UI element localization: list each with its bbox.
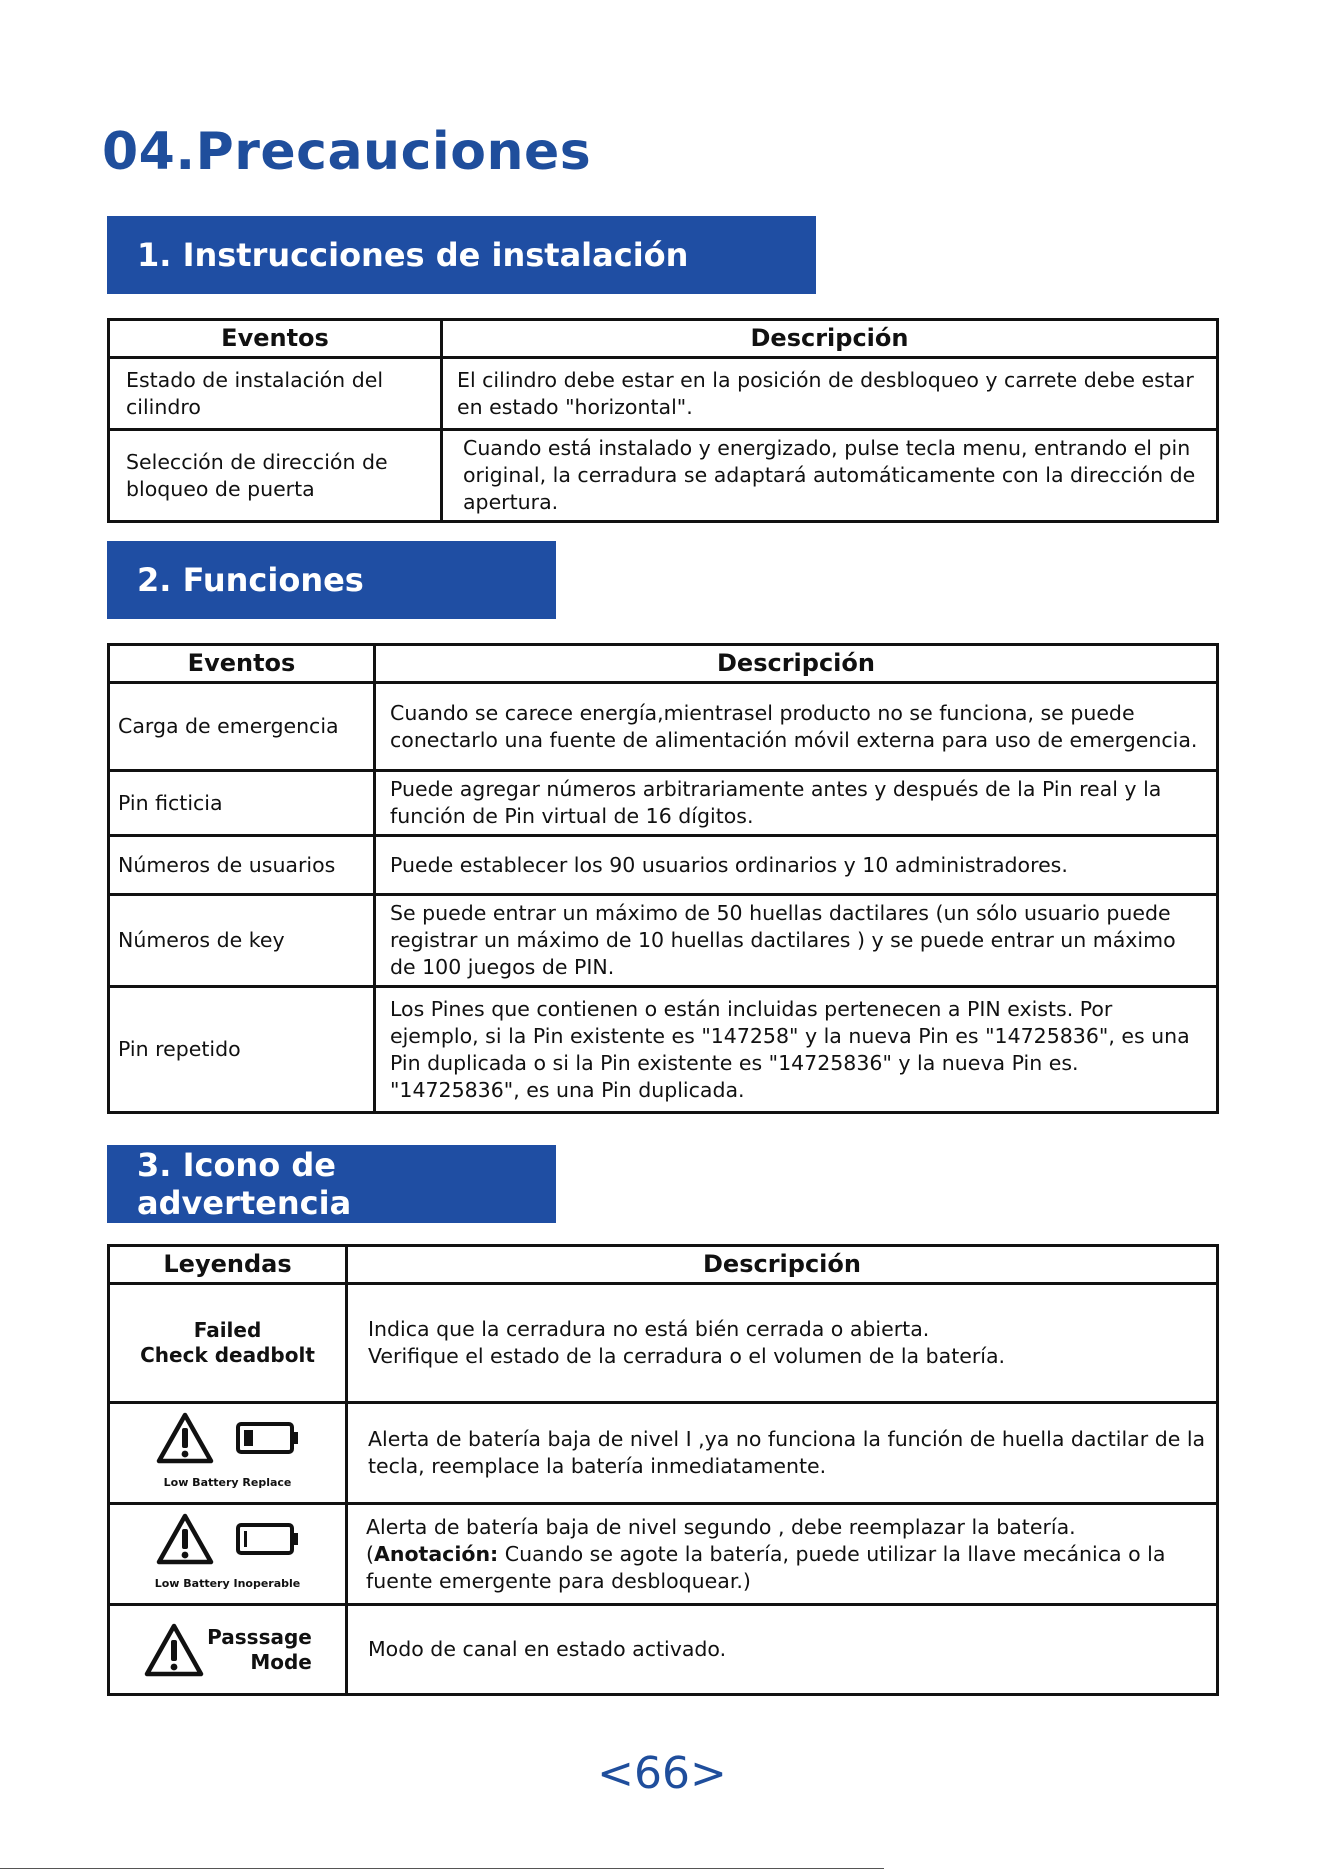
table-row <box>109 895 1218 987</box>
section-heading-installation: 1. Instrucciones de instalación <box>107 216 816 294</box>
description-cell: Puede agregar números arbitrariamente antes y después de la Pin real y la función de Pin virtual de 16 dígitos. <box>375 771 1218 836</box>
table-row <box>109 430 1218 522</box>
column-header-events: Eventos <box>109 645 375 683</box>
table-row <box>109 771 1218 836</box>
description-cell: Se puede entrar un máximo de 50 huellas dactilares (un sólo usuario puede registrar un máximo de 10 huellas dactilares ) y se puede entrar un máximo de 100 juegos de PIN. <box>375 895 1218 987</box>
event-cell: Selección de dirección de bloqueo de puerta <box>109 430 442 522</box>
battery-low-icon <box>235 1421 301 1455</box>
description-cell: Puede establecer los 90 usuarios ordinarios y 10 administradores. <box>375 836 1218 895</box>
legend-caption: Low Battery Replace <box>163 1475 292 1489</box>
table-row <box>109 1284 1218 1403</box>
warning-icons-table <box>107 1244 1219 1696</box>
legend-line-2: Check deadbolt <box>140 1343 315 1367</box>
legend-cell <box>109 1284 347 1403</box>
description-line-1: Alerta de batería baja de nivel segundo , debe reemplazar la batería. <box>366 1514 1076 1539</box>
event-cell: Números de usuarios <box>109 836 375 895</box>
table-row <box>109 358 1218 430</box>
legend-line-1: Passsage <box>207 1624 312 1649</box>
functions-table <box>107 643 1219 1114</box>
description-annotation <box>366 1541 1206 1595</box>
table-row <box>109 987 1218 1113</box>
table-row <box>109 1504 1218 1605</box>
column-header-description: Descripción <box>442 320 1218 358</box>
legend-cell <box>109 1403 347 1504</box>
event-cell: Números de key <box>109 895 375 987</box>
legend-caption: Low Battery Inoperable <box>154 1576 301 1590</box>
warning-triangle-icon <box>155 1512 215 1566</box>
description-cell: Cuando está instalado y energizado, pulse tecla menu, entrando el pin original, la cerradura se adaptará automáticamente con la dirección de apertura. <box>442 430 1218 522</box>
table-row <box>109 1605 1218 1695</box>
description-cell: Los Pines que contienen o están incluidas pertenecen a PIN exists. Por ejemplo, si la Pin existente es "147258" y la nueva Pin es "14725836", es una Pin duplicada o si la Pin existente es "14725836" y la nueva Pin es. "14725836", es una Pin duplicada. <box>375 987 1218 1113</box>
event-cell: Pin repetido <box>109 987 375 1113</box>
legend-line-1: Failed <box>193 1318 262 1342</box>
warning-triangle-icon <box>143 1622 205 1678</box>
description-line-1: Indica que la cerradura no está bién cerrada o abierta. <box>368 1317 930 1341</box>
page-number: <66> <box>597 1748 727 1799</box>
table-row <box>109 836 1218 895</box>
legend-line-2: Mode <box>250 1649 312 1674</box>
table-row <box>109 1403 1218 1504</box>
bottom-divider <box>0 1868 884 1869</box>
description-cell <box>347 1284 1218 1403</box>
annotation-text: Cuando se agote la batería, puede utilizar la llave mecánica o la fuente emergente para desbloquear.) <box>366 1541 1166 1593</box>
battery-empty-icon <box>235 1522 301 1556</box>
annotation-label: Anotación: <box>374 1541 499 1566</box>
legend-cell <box>109 1605 347 1695</box>
column-header-description: Descripción <box>375 645 1218 683</box>
installation-table <box>107 318 1219 523</box>
warning-triangle-icon <box>155 1411 215 1465</box>
description-cell: Alerta de batería baja de nivel Ⅰ ,ya no funciona la función de huella dactilar de la tecla, reemplace la batería inmediatamente. <box>347 1403 1218 1504</box>
table-row <box>109 683 1218 771</box>
table-header-row <box>109 645 1218 683</box>
table-header-row <box>109 320 1218 358</box>
event-cell: Pin ficticia <box>109 771 375 836</box>
column-header-description: Descripción <box>347 1246 1218 1284</box>
section-heading-warning-icons: 3. Icono de advertencia <box>107 1145 556 1223</box>
event-cell: Carga de emergencia <box>109 683 375 771</box>
description-line-2: Verifique el estado de la cerradura o el volumen de la batería. <box>368 1344 1006 1368</box>
page-title: 04.Precauciones <box>102 122 592 182</box>
section-heading-functions: 2. Funciones <box>107 541 556 619</box>
description-cell: El cilindro debe estar en la posición de desbloqueo y carrete debe estar en estado "horizontal". <box>442 358 1218 430</box>
annotation-paren: ( <box>366 1541 374 1566</box>
description-cell: Cuando se carece energía,mientrasel producto no se funciona, se puede conectarlo una fuente de alimentación móvil externa para uso de emergencia. <box>375 683 1218 771</box>
column-header-events: Eventos <box>109 320 442 358</box>
description-cell: Modo de canal en estado activado. <box>347 1605 1218 1695</box>
column-header-legends: Leyendas <box>109 1246 347 1284</box>
event-cell: Estado de instalación del cilindro <box>109 358 442 430</box>
table-header-row <box>109 1246 1218 1284</box>
legend-cell <box>109 1504 347 1605</box>
description-cell <box>347 1504 1218 1605</box>
